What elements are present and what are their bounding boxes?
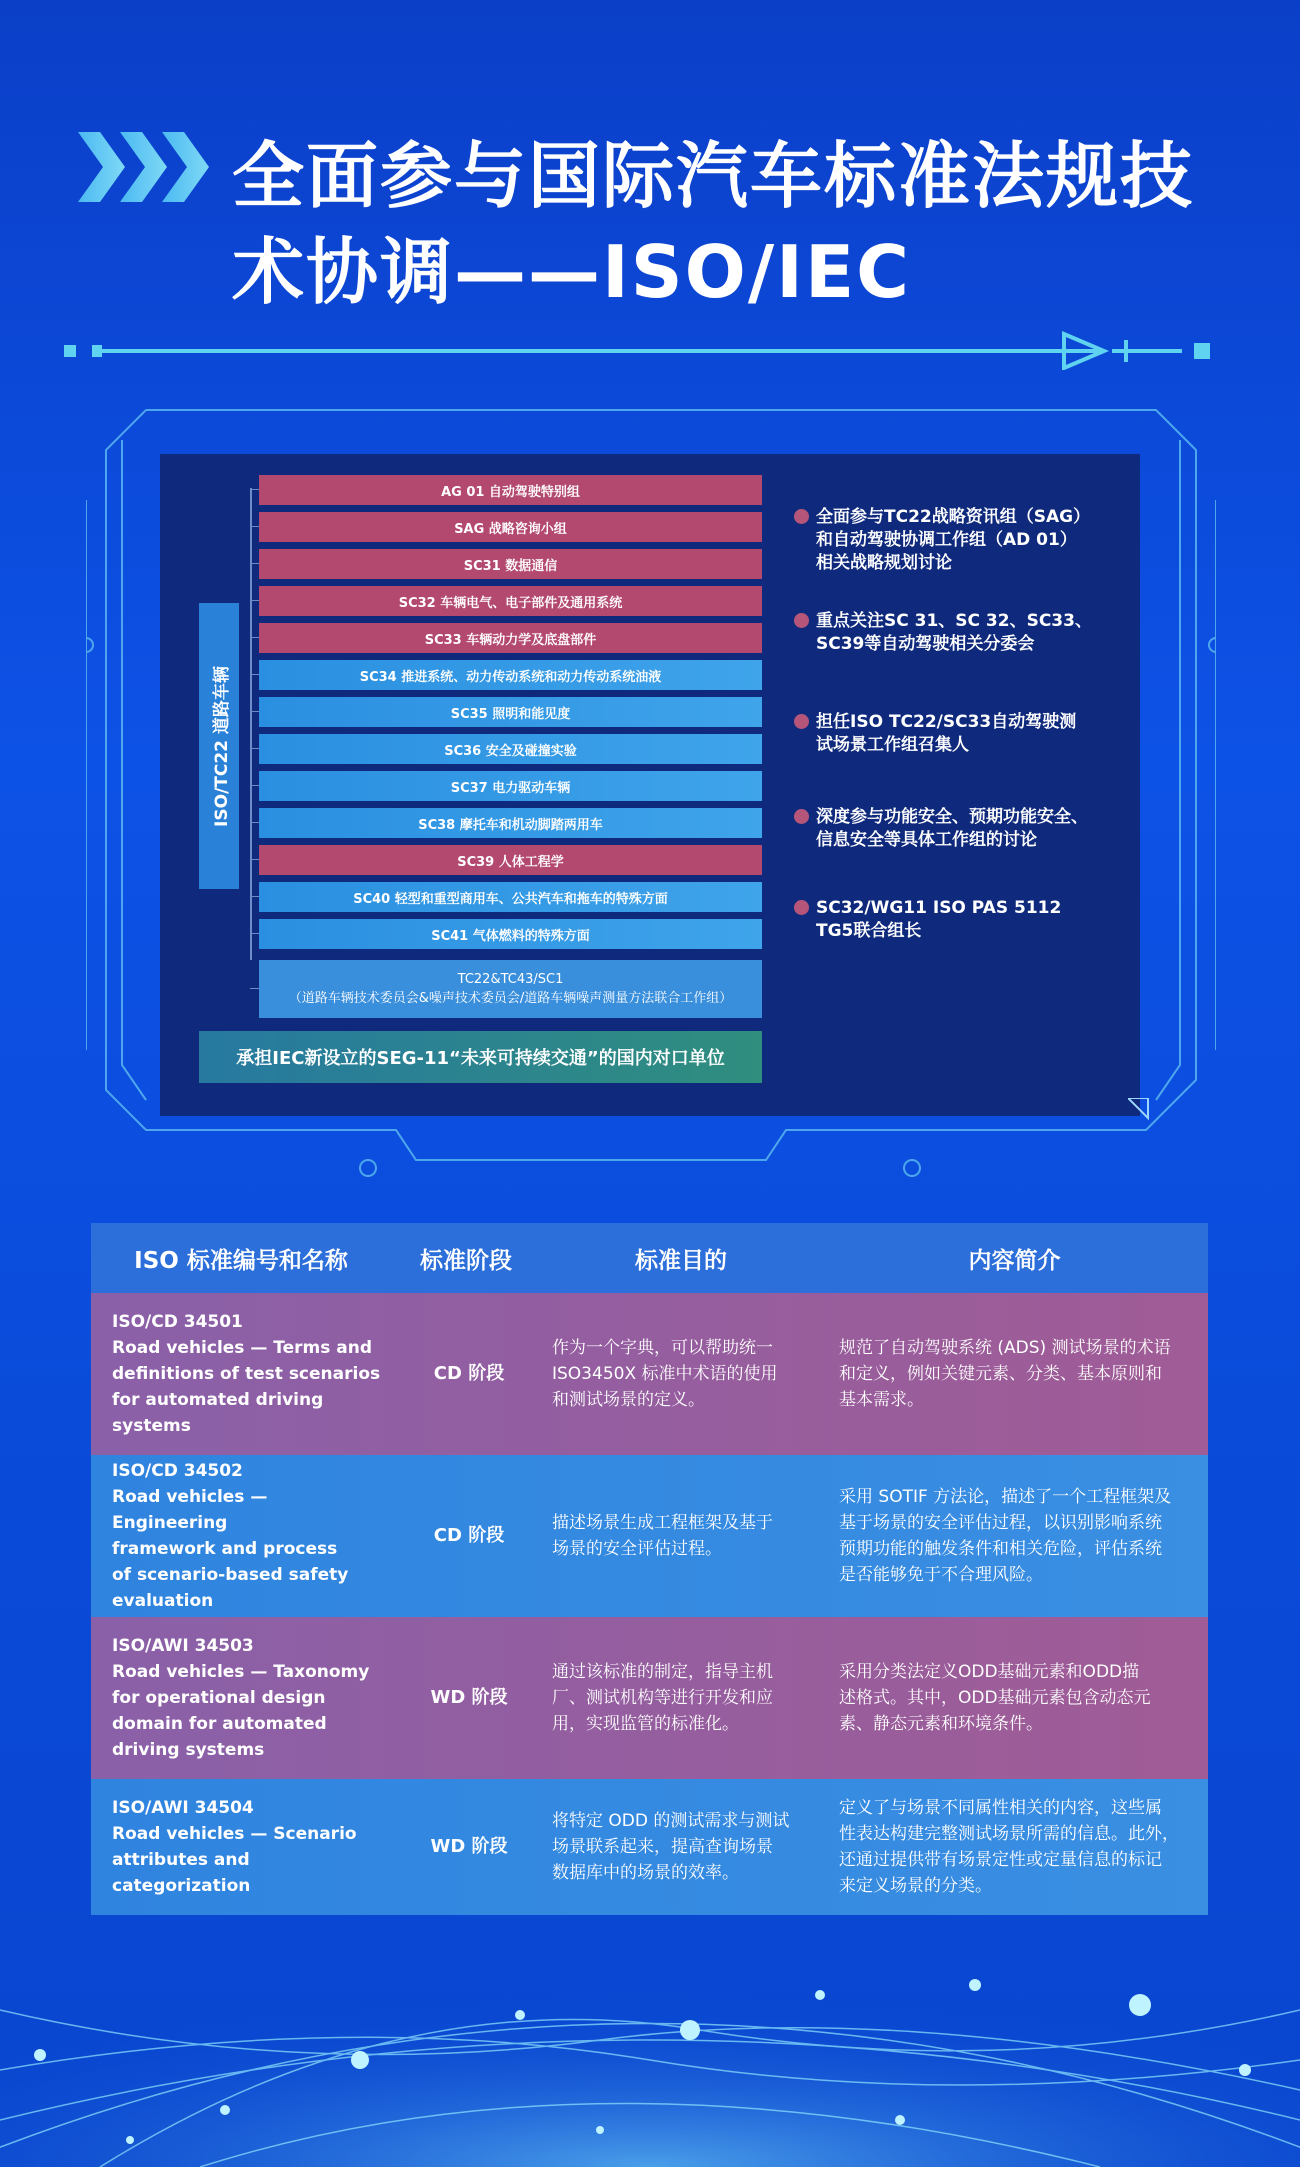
standard-name: ISO/CD 34501 Road vehicles — Terms and definitions of test scenarios for automated driving systems (112, 1312, 381, 1436)
tree-connector (250, 488, 252, 960)
table-row (91, 1617, 1208, 1779)
column-header: ISO 标准编号和名称 (134, 1247, 348, 1274)
committee-bar: SC31 数据通信 (259, 549, 762, 579)
committee-bar: SC37 电力驱动车辆 (259, 771, 762, 801)
iso-standards-table (91, 1223, 1208, 1915)
corner-mark-icon (1128, 1098, 1150, 1120)
standard-purpose: 将特定 ODD 的测试需求与测试 场景联系起来，提高查询场景 数据库中的场景的效率。 (552, 1811, 790, 1883)
bullet-item: 重点关注SC 31、SC 32、SC33、 SC39等自动驾驶相关分委会 (794, 610, 1124, 656)
standard-name: ISO/AWI 34503 Road vehicles — Taxonomy for operational design domain for automated driving systems (112, 1636, 370, 1760)
chevron-arrows-icon (78, 132, 213, 202)
bullet-dot-icon (794, 809, 809, 824)
bullet-item: 担任ISO TC22/SC33自动驾驶测 试场景工作组召集人 (794, 711, 1124, 757)
committee-bar: SC40 轻型和重型商用车、公共汽车和拖车的特殊方面 (259, 882, 762, 912)
committee-bar: AG 01 自动驾驶特别组 (259, 475, 762, 505)
bullet-dot-icon (794, 714, 809, 729)
tc22-vertical-label: ISO/TC22 道路车辆 (199, 603, 239, 889)
seg-11-banner: 承担IEC新设立的SEG-11“未来可持续交通”的国内对口单位 (199, 1031, 762, 1083)
committee-bar-tc43: TC22&TC43/SC1 （道路车辆技术委员会&噪声技术委员会/道路车辆噪声测量方法联合工作组） (259, 960, 762, 1018)
committee-bar: SC41 气体燃料的特殊方面 (259, 919, 762, 949)
standard-stage: WD 阶段 (430, 1836, 508, 1857)
page-title: 全面参与国际汽车标准法规技术协调——ISO/IEC (232, 134, 1195, 314)
column-header: 标准目的 (635, 1247, 727, 1274)
table-row (91, 1455, 1208, 1617)
committee-bar: SC36 安全及碰撞实验 (259, 734, 762, 764)
bullet-item: 全面参与TC22战略资讯组（SAG） 和自动驾驶协调工作组（AD 01） 相关战略规划讨论 (794, 506, 1124, 575)
standard-summary: 采用 SOTIF 方法论，描述了一个工程框架及 基于场景的安全评估过程，以识别影响系统 预期功能的触发条件和相关危险，评估系统 是否能够免于不合理风险。 (839, 1487, 1172, 1585)
committee-bar: SC39 人体工程学 (259, 845, 762, 875)
decorative-divider (64, 330, 1224, 370)
column-header: 标准阶段 (420, 1247, 512, 1274)
bullet-item: 深度参与功能安全、预期功能安全、 信息安全等具体工作组的讨论 (794, 806, 1124, 852)
standard-summary: 采用分类法定义ODD基础元素和ODD描 述格式。其中，ODD基础元素包含动态元 素、静态元素和环境条件。 (839, 1662, 1151, 1734)
committee-bar: SAG 战略咨询小组 (259, 512, 762, 542)
standard-stage: CD 阶段 (433, 1363, 505, 1384)
committee-bar: SC33 车辆动力学及底盘部件 (259, 623, 762, 653)
committee-bar: SC35 照明和能见度 (259, 697, 762, 727)
bullet-item: SC32/WG11 ISO PAS 5112 TG5联合组长 (794, 897, 1124, 943)
standard-name: ISO/CD 34502 Road vehicles — Engineering framework and process of scenario-based safety evaluation (112, 1461, 349, 1611)
network-globe-decoration (0, 1920, 1300, 2167)
bullet-dot-icon (794, 613, 809, 628)
committee-bar: SC34 推进系统、动力传动系统和动力传动系统油液 (259, 660, 762, 690)
standard-purpose: 通过该标准的制定，指导主机 厂、测试机构等进行开发和应 用，实现监管的标准化。 (552, 1662, 773, 1734)
table-row (91, 1293, 1208, 1455)
column-header: 内容简介 (968, 1247, 1061, 1274)
bullet-dot-icon (794, 509, 809, 524)
standard-summary: 规范了自动驾驶系统 (ADS) 测试场景的术语 和定义，例如关键元素、分类、基本原则和 基本需求。 (839, 1338, 1171, 1410)
standard-stage: WD 阶段 (430, 1687, 508, 1708)
standard-purpose: 描述场景生成工程框架及基于 场景的安全评估过程。 (552, 1513, 773, 1559)
committee-bar: SC32 车辆电气、电子部件及通用系统 (259, 586, 762, 616)
committee-bar: SC38 摩托车和机动脚踏两用车 (259, 808, 762, 838)
standard-purpose: 作为一个字典，可以帮助统一 ISO3450X 标准中术语的使用 和测试场景的定义。 (552, 1338, 778, 1410)
standard-stage: CD 阶段 (433, 1525, 505, 1546)
bullet-dot-icon (794, 900, 809, 915)
table-header (91, 1223, 1208, 1293)
table-row (91, 1779, 1208, 1915)
standard-summary: 定义了与场景不同属性相关的内容，这些属 性表达构建完整测试场景所需的信息。此外， 还通过提供带有场景定性或定量信息的标记 来定义场景的分类。 (839, 1798, 1179, 1896)
standard-name: ISO/AWI 34504 Road vehicles — Scenario attributes and categorization (112, 1798, 357, 1896)
